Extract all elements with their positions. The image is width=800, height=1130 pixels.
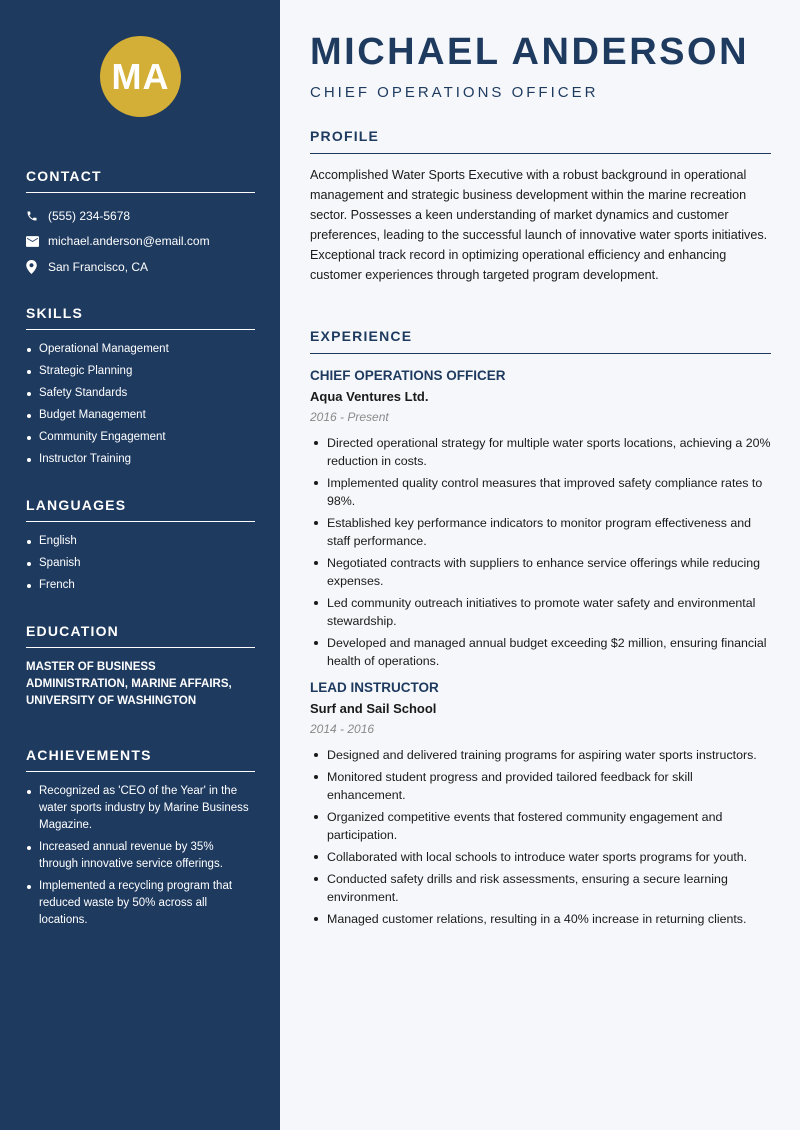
candidate-name: MICHAEL ANDERSON bbox=[310, 31, 750, 73]
phone-text: (555) 234-5678 bbox=[48, 208, 131, 223]
list-item: Safety Standards bbox=[26, 385, 255, 402]
list-item: English bbox=[26, 533, 255, 550]
list-item: Led community outreach initiatives to promote water safety and environmental stewardship. bbox=[310, 594, 771, 630]
job-dates: 2016 - Present bbox=[310, 410, 389, 424]
list-item: Collaborated with local schools to introduce water sports programs for youth. bbox=[310, 848, 771, 866]
list-item: Budget Management bbox=[26, 407, 255, 424]
list-item: Developed and managed annual budget exceeding $2 million, ensuring financial health of operations. bbox=[310, 634, 771, 670]
list-item: Established key performance indicators to monitor program effectiveness and staff performance. bbox=[310, 514, 771, 550]
profile-section bbox=[310, 128, 771, 285]
experience-section bbox=[310, 328, 771, 932]
list-item: Community Engagement bbox=[26, 429, 255, 446]
achievements-heading: ACHIEVEMENTS bbox=[26, 747, 255, 772]
sidebar bbox=[0, 0, 280, 1130]
list-item: Implemented a recycling program that reduced waste by 50% across all locations. bbox=[26, 878, 255, 929]
job-entry bbox=[310, 680, 771, 928]
job-company: Surf and Sail School bbox=[310, 701, 437, 716]
contact-location bbox=[26, 254, 255, 280]
avatar: MA bbox=[100, 36, 181, 117]
skills-list bbox=[26, 341, 255, 468]
education-heading: EDUCATION bbox=[26, 623, 255, 648]
list-item: Conducted safety drills and risk assessments, ensuring a secure learning environment. bbox=[310, 870, 771, 906]
profile-heading: PROFILE bbox=[310, 128, 771, 154]
candidate-title: CHIEF OPERATIONS OFFICER bbox=[310, 84, 599, 101]
skills-section bbox=[26, 305, 255, 473]
list-item: Implemented quality control measures that improved safety compliance rates to 98%. bbox=[310, 474, 771, 510]
achievements-list bbox=[26, 783, 255, 929]
job-bullets bbox=[310, 434, 771, 670]
list-item: Managed customer relations, resulting in a 40% increase in returning clients. bbox=[310, 910, 771, 928]
list-item: Spanish bbox=[26, 555, 255, 572]
contact-list bbox=[26, 203, 255, 280]
email-text: michael.anderson@email.com bbox=[48, 234, 210, 249]
list-item: Organized competitive events that fostered community engagement and participation. bbox=[310, 808, 771, 844]
achievements-section bbox=[26, 747, 255, 934]
profile-text: Accomplished Water Sports Executive with a robust background in operational management and strategic business development within the marine recreation sector. Possesses a keen understanding of market dynamics and customer preferences, leading to the successful launch of innovative water sports initiatives. Exceptional track record in optimizing operational efficiency and enhancing customer experiences through targeted program development. bbox=[310, 168, 768, 282]
phone-icon bbox=[26, 210, 48, 222]
languages-list bbox=[26, 533, 255, 594]
list-item: French bbox=[26, 577, 255, 594]
list-item: Instructor Training bbox=[26, 451, 255, 468]
education-degree: MASTER OF BUSINESS ADMINISTRATION, MARINE AFFAIRS, UNIVERSITY OF WASHINGTON bbox=[26, 661, 232, 707]
skills-heading: SKILLS bbox=[26, 305, 255, 330]
job-entry bbox=[310, 368, 771, 670]
list-item: Directed operational strategy for multiple water sports locations, achieving a 20% reduction in costs. bbox=[310, 434, 771, 470]
education-section bbox=[26, 623, 255, 710]
list-item: Operational Management bbox=[26, 341, 255, 358]
contact-phone bbox=[26, 203, 255, 229]
job-title: LEAD INSTRUCTOR bbox=[310, 680, 439, 695]
list-item: Increased annual revenue by 35% through innovative service offerings. bbox=[26, 839, 255, 873]
list-item: Negotiated contracts with suppliers to enhance service offerings while reducing expenses. bbox=[310, 554, 771, 590]
languages-heading: LANGUAGES bbox=[26, 497, 255, 522]
contact-section bbox=[26, 168, 255, 280]
list-item: Strategic Planning bbox=[26, 363, 255, 380]
experience-heading: EXPERIENCE bbox=[310, 328, 771, 354]
list-item: Monitored student progress and provided tailored feedback for skill enhancement. bbox=[310, 768, 771, 804]
job-company: Aqua Ventures Ltd. bbox=[310, 389, 429, 404]
job-title: CHIEF OPERATIONS OFFICER bbox=[310, 368, 506, 383]
list-item: Designed and delivered training programs for aspiring water sports instructors. bbox=[310, 746, 771, 764]
languages-section bbox=[26, 497, 255, 599]
email-icon bbox=[26, 236, 48, 247]
contact-email bbox=[26, 229, 255, 255]
list-item: Recognized as 'CEO of the Year' in the water sports industry by Marine Business Magazine. bbox=[26, 783, 255, 834]
location-pin-icon bbox=[26, 260, 48, 274]
location-text: San Francisco, CA bbox=[48, 259, 149, 274]
job-dates: 2014 - 2016 bbox=[310, 722, 375, 736]
job-bullets bbox=[310, 746, 771, 928]
contact-heading: CONTACT bbox=[26, 168, 255, 193]
